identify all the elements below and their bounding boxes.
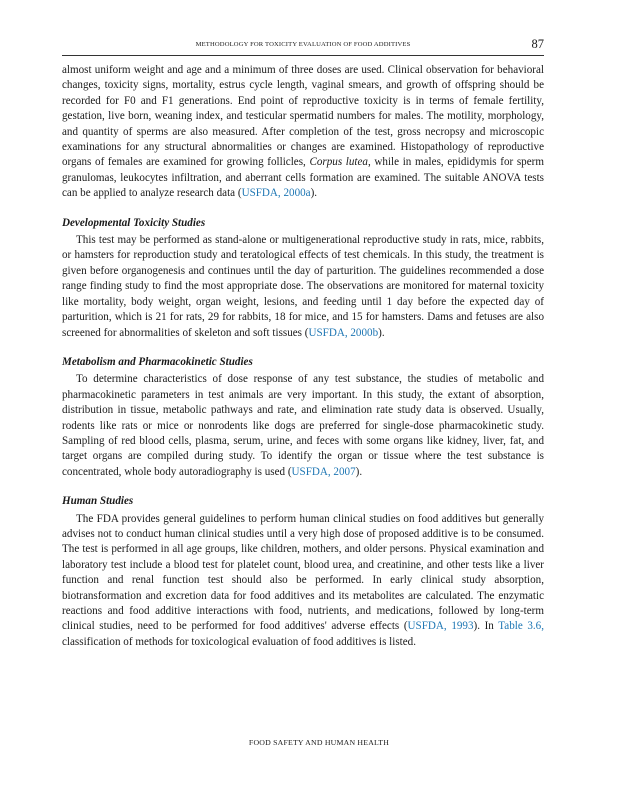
text-run: ). — [378, 326, 385, 339]
body-text — [62, 63, 544, 650]
page-header — [62, 38, 544, 52]
paragraph-continued — [62, 63, 544, 202]
text-run: This test may be performed as stand-alone or multigenerational reproductive study in rats, mice, rabbits, or hamsters for reproduction study and teratological effects of test chemicals. In this study, the treatment is given before organogenesis and continues until the day of parturition. The guidelines recommended a dose range finding study to find the most appropriate dose. The observations are monitored for maternal toxicity like mortality, body weight, organ weight, lesions, and feeding until 1 day before the expected day of parturition, which is 21 for rats, 29 for rabbits, 18 for mice, and 15 for hamsters. Dams and fetuses are also screened for abnormalities of skeleton and soft tissues ( — [62, 234, 544, 339]
section-heading-developmental: Developmental Toxicity Studies — [62, 216, 206, 229]
paragraph-developmental — [62, 233, 544, 341]
page-number: 87 — [531, 37, 544, 51]
text-run: classification of methods for toxicological evaluation of food additives is listed. — [62, 635, 416, 648]
citation-link[interactable]: USFDA, 2000b — [308, 326, 379, 339]
paragraph-human — [62, 512, 544, 651]
text-run: , while in males, epididymis for sperm granulomas, leukocytes infiltration, and aberrant cells formation are examined. The suitable ANOVA tests can be applied to analyze research data ( — [62, 156, 544, 200]
paragraph-metabolism — [62, 372, 544, 480]
page-footer: FOOD SAFETY AND HUMAN HEALTH — [248, 738, 390, 747]
text-run: almost uniform weight and age and a minimum of three doses are used. Clinical observation for behavioral changes, toxicity signs, mortality, estrus cycle length, vaginal smears, and growth of offspring should be recorded for F0 and F1 generations. End point of reproductive toxicity is in terms of female fertility, gestation, live born, weaning index, and testicular spermatid numbers for males. The motility, morphology, and quantity of sperms are also measured. After completion of the test, gross necropsy and microscopic examinations for any structural abnormalities or changes are examined. Histopathology of reproductive organs of females are examined for growing follicles, — [62, 64, 544, 169]
text-run: ). In — [473, 620, 499, 633]
italic-term: Corpus lutea — [309, 156, 368, 169]
text-run: ). — [355, 465, 363, 478]
table-reference-link[interactable]: Table 3.6, — [498, 620, 545, 633]
citation-link[interactable]: USFDA, 1993 — [407, 620, 474, 633]
section-heading-human: Human Studies — [62, 495, 134, 508]
text-run: ). — [310, 187, 318, 200]
citation-link[interactable]: USFDA, 2000a — [241, 187, 311, 200]
text-run: To determine characteristics of dose response of any test substance, the studies of metabolic and pharmacokinetic parameters in test animals are very important. In this study, the extant of absorption, distribution in tissue, metabolic pathways and rate, and elimination rate study data is observed. Usually, rodents like rats or mice or nonrodents like dogs are preferred for single-dose pharmacokinetic study. Sampling of red blood cells, plasma, serum, urine, and feces with some organs like kidney, liver, fat, and target organs are compiled during study. To identify the organ or tissue where the test substance is concentrated, whole body autoradiography is used ( — [62, 373, 544, 478]
header-rule — [62, 55, 544, 56]
running-title: METHODOLOGY FOR TOXICITY EVALUATION OF FOOD ADDITIVES — [195, 41, 411, 48]
citation-link[interactable]: USFDA, 2007 — [291, 465, 356, 478]
section-heading-metabolism: Metabolism and Pharmacokinetic Studies — [62, 355, 253, 368]
text-run: The FDA provides general guidelines to perform human clinical studies on food additives but generally advises not to conduct human clinical studies until a very high dose of proposed additive is to be consumed. The test is performed in all age groups, like children, mothers, and older persons. Physical examination and laboratory test include a blood test for platelet count, blood urea, and creatinine, and other tests like a liver function and renal function test should also be performed. In early clinical study absorption, biotransformation and excretion data for food additives and its metabolites are calculated. The enzymatic reactions and food additive interactions with food, nutrients, and medications, followed by long-term clinical studies, need to be performed for food additives' adverse effects ( — [62, 512, 544, 633]
